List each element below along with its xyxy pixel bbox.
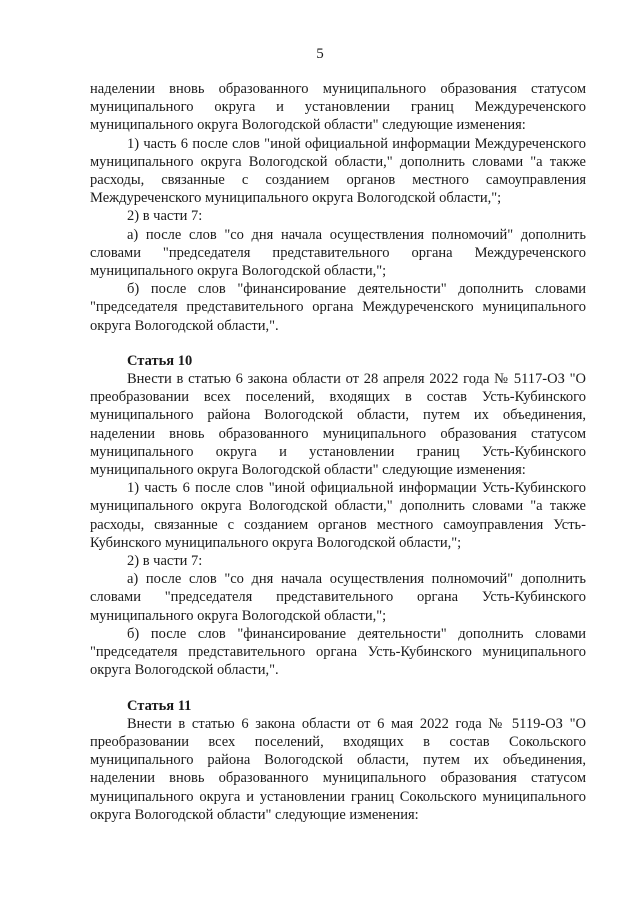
article-10-item-2b: б) после слов "финансирование деятельности" дополнить словами "председателя представительного органа Усть-Кубинского муниципального округа Вологодской области,".	[90, 625, 586, 679]
section-spacer	[90, 335, 586, 352]
article-10-item-1: 1) часть 6 после слов "иной официальной информации Усть-Кубинского муниципального округа Вологодской области," дополнить словами "а также расходы, связанные с созданием органов местного самоуправления Усть-Кубинского муниципального округа Вологодской области,";	[90, 480, 586, 551]
intro-item-2a: а) после слов "со дня начала осуществления полномочий" дополнить словами "председателя представительного органа Междуреченского муниципального округа Вологодской области,";	[90, 226, 586, 280]
page-number: 5	[316, 46, 324, 62]
document-body	[90, 80, 586, 824]
intro-item-2b: б) после слов "финансирование деятельности" дополнить словами "председателя представительного органа Междуреченского муниципального округа Вологодской области,".	[90, 281, 586, 334]
intro-paragraph: наделении вновь образованного муниципального образования статусом муниципального округа и установлении границ Междуреченского муниципального округа Вологодской области" следующие изменения:	[90, 81, 586, 134]
section-spacer	[90, 680, 586, 697]
article-10-item-2a: а) после слов "со дня начала осуществления полномочий" дополнить словами "председателя представительного органа Усть-Кубинского муниципального округа Вологодской области,";	[90, 571, 586, 624]
article-10-item-2: 2) в части 7:	[127, 553, 203, 570]
intro-item-2: 2) в части 7:	[127, 208, 203, 225]
article-11-heading: Статья 11	[127, 697, 192, 714]
article-10-lead: Внести в статью 6 закона области от 28 апреля 2022 года № 5117-ОЗ "О преобразовании всех поселений, входящих в состав Усть-Кубинского муниципального района Вологодской области, путем их объединения, наделении вновь образованного муниципального образования статусом муниципального округа и установлении границ Усть-Кубинского муниципального округа Вологодской области" следующие изменения:	[90, 371, 586, 479]
intro-item-1: 1) часть 6 после слов "иной официальной информации Междуреченского муниципального округа Вологодской области," дополнить словами "а также расходы, связанные с созданием органов местного самоуправления Междуреченского муниципального округа Вологодской области,";	[90, 135, 586, 207]
article-10-heading: Статья 10	[127, 352, 193, 369]
article-11-lead: Внести в статью 6 закона области от 6 мая 2022 года № 5119-ОЗ "О преобразовании всех поселений, входящих в состав Сокольского муниципального района Вологодской области, путем их объединения, наделении вновь образованного муниципального образования статусом муниципального округа и установлении границ Сокольского муниципального округа Вологодской области" следующие изменения:	[90, 715, 586, 823]
